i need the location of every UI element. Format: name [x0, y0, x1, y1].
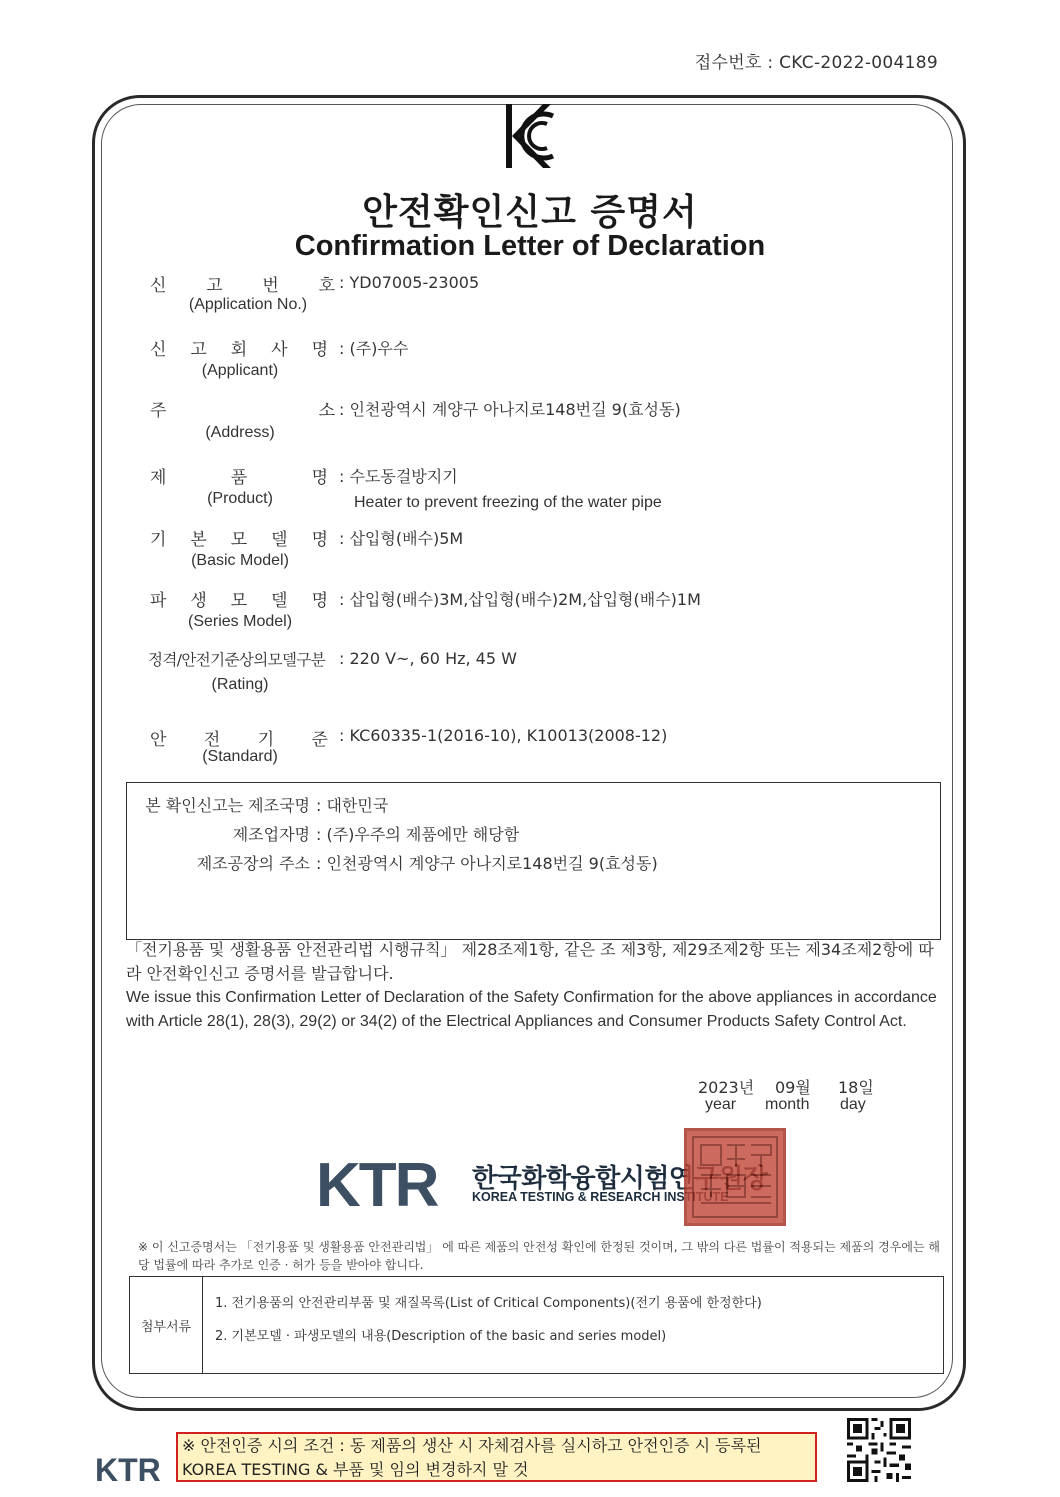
field-label: 안 전 기 준 — [150, 730, 328, 750]
manufacturer-label: 제조업자명 — [232, 825, 310, 844]
footer-ktr-logo: KTR — [95, 1452, 161, 1488]
field-label-en: (Applicant) — [201, 362, 279, 379]
factory-address-value: : 인천광역시 계양구 아나지로148번길 9(효성동) — [316, 854, 658, 873]
field-label-en: (Rating) — [211, 676, 269, 693]
date-year-en: year — [705, 1096, 737, 1113]
date-year: 2023년 — [698, 1078, 755, 1097]
field-label-en: (Standard) — [202, 748, 278, 765]
field-label-en: (Address) — [205, 424, 275, 441]
attachment-item: 1. 전기용품의 안전관리부품 및 재질목록(List of Critical Components)(전기 용품에 한정한다) — [215, 1296, 762, 1311]
field-label-en: (Series Model) — [187, 613, 293, 630]
field-label: 기 본 모 델 명 — [150, 530, 328, 550]
manufacture-country-value: : 대한민국 — [316, 796, 389, 815]
field-label: 신 고 회 사 명 — [150, 340, 328, 360]
field-value: : 삽입형(배수)5M — [339, 529, 464, 548]
field-label: 파 생 모 델 명 — [150, 591, 328, 611]
field-label: 제 품 명 — [150, 468, 328, 488]
field-value: : 수도동걸방지기 — [339, 467, 458, 486]
field-label: 정격/안전기준상의모델구분 — [148, 651, 326, 669]
date-month: 09월 — [775, 1078, 811, 1097]
manufacture-country-label: 본 확인신고는 제조국명 — [145, 796, 310, 815]
field-value: : 삽입형(배수)3M,삽입형(배수)2M,삽입형(배수)1M — [339, 590, 701, 609]
issuer-name-english: KOREA TESTING & RESEARCH INSTITUTE — [472, 1190, 729, 1204]
attachment-item: 2. 기본모델 · 파생모델의 내용(Description of the basic and series model) — [215, 1329, 667, 1344]
field-value: : KC60335-1(2016-10), K10013(2008-12) — [339, 726, 668, 745]
manufacturer-value: : (주)우주의 제품에만 해당함 — [316, 825, 520, 844]
condition-line: KOREA TESTING & 부품 및 임의 변경하지 말 것 — [182, 1460, 529, 1479]
date-day: 18일 — [838, 1078, 874, 1097]
attachments-box — [129, 1276, 944, 1374]
field-label-en: (Application No.) — [188, 296, 308, 313]
title-korean: 안전확인신고 증명서 — [362, 192, 698, 233]
certification-condition — [176, 1432, 817, 1482]
field-value: : 220 V~, 60 Hz, 45 W — [339, 649, 517, 668]
qr-code-icon — [847, 1418, 911, 1482]
factory-address-label: 제조공장의 주소 — [196, 854, 310, 873]
receipt-number: 접수번호 : CKC-2022-004189 — [694, 53, 938, 73]
field-label-en: (Basic Model) — [191, 552, 289, 569]
field-value: : (주)우수 — [339, 339, 409, 358]
field-label: 주 소 — [150, 401, 335, 421]
date-month-en: month — [765, 1096, 810, 1113]
title-english: Confirmation Letter of Declaration — [294, 230, 766, 262]
declaration-korean: 「전기용품 및 생활용품 안전관리법 시행규칙」 제28조제1항, 같은 조 제3항, 제29조제2항 또는 제34조제2항에 따라 안전확인신고 증명서를 발급합니다. — [126, 940, 934, 983]
condition-line: ※ 안전인증 시의 조건 : 동 제품의 생산 시 자체검사를 실시하고 안전인증 시 등록된 — [182, 1436, 762, 1455]
attachments-list — [203, 1277, 774, 1373]
attachments-header: 첨부서류 — [130, 1277, 203, 1373]
official-seal-icon — [684, 1128, 786, 1226]
kc-mark-icon — [503, 102, 559, 170]
declaration-english: We issue this Confirmation Letter of Declaration of the Safety Confirmation for the above appliances in accordance with Article 28(1), 28(3), 29(2) or 34(2) of the Electrical Appliances and Consumer Products Safety Control Act. — [126, 989, 937, 1030]
ktr-logo: KTR — [316, 1151, 438, 1220]
field-value: : 인천광역시 계양구 아나지로148번길 9(효성동) — [339, 400, 681, 419]
field-value-en: Heater to prevent freezing of the water pipe — [354, 494, 662, 511]
field-label-en: (Product) — [207, 490, 273, 507]
field-label: 신 고 번 호 — [150, 276, 335, 296]
issuer-name-korean: 한국화학융합시험연구원장 — [472, 1164, 768, 1194]
field-value: : YD07005-23005 — [339, 273, 480, 292]
legal-notice: ※ 이 신고증명서는 「전기용품 및 생활용품 안전관리법」 에 따른 제품의 안전성 확인에 한정된 것이며, 그 밖의 다른 법률이 적용되는 제품의 경우에는 해당 법률에 따라 추가로 인증 · 허가 등을 받아야 합니다. — [138, 1240, 940, 1272]
date-day-en: day — [840, 1096, 866, 1113]
